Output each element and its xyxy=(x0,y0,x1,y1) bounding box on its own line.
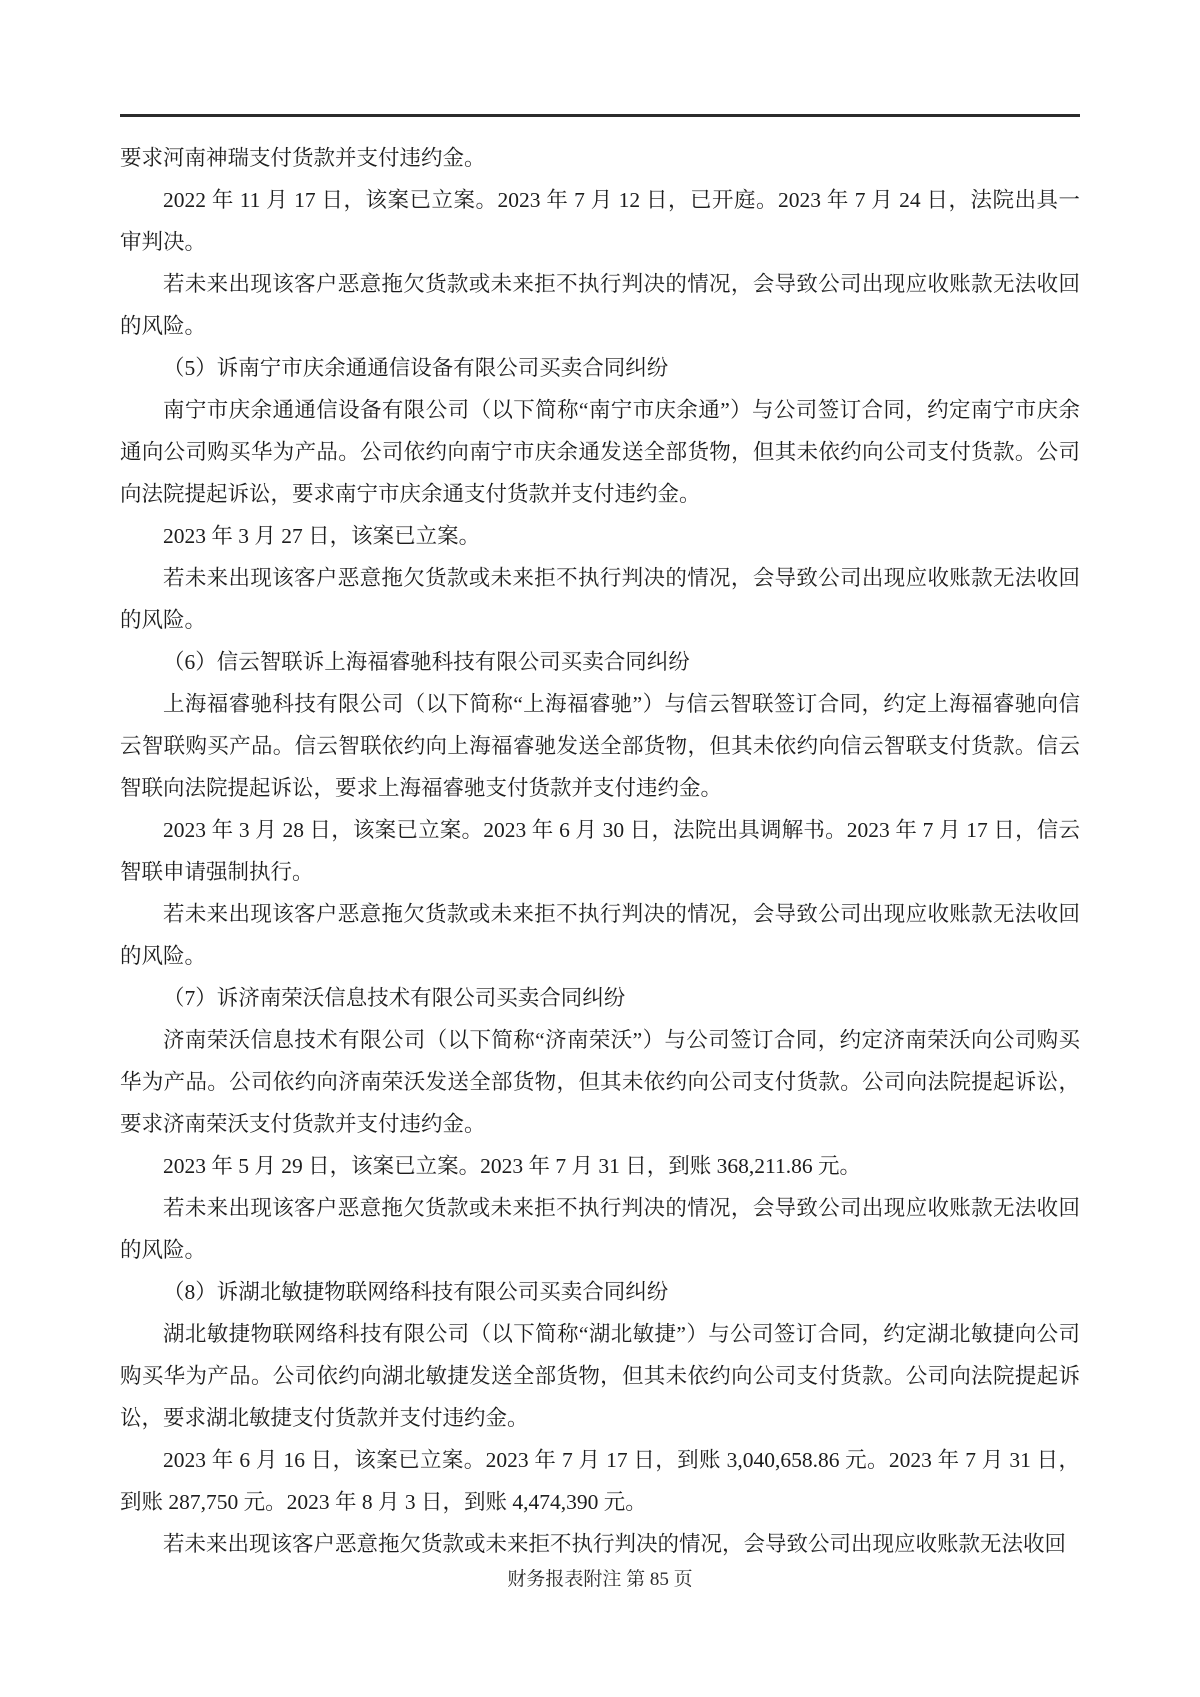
case-5-description: 南宁市庆余通通信设备有限公司（以下简称“南宁市庆余通”）与公司签订合同，约定南宁市庆余通向公司购买华为产品。公司依约向南宁市庆余通发送全部货物，但其未依约向公司支付货款。公司向法院提起诉讼，要求南宁市庆余通支付货款并支付违约金。 xyxy=(120,398,1080,506)
case-8-risk-note-partial: 若未来出现该客户恶意拖欠货款或未来拒不执行判决的情况，会导致公司出现应收账款无法收回 xyxy=(163,1532,1067,1556)
case-7-description: 济南荣沃信息技术有限公司（以下简称“济南荣沃”）与公司签订合同，约定济南荣沃向公司购买华为产品。公司依约向济南荣沃发送全部货物，但其未依约向公司支付货款。公司向法院提起诉讼，要求济南荣沃支付货款并支付违约金。 xyxy=(120,1028,1080,1136)
case-5-heading: （5）诉南宁市庆余通通信设备有限公司买卖合同纠纷 xyxy=(163,356,669,380)
case-7-heading: （7）诉济南荣沃信息技术有限公司买卖合同纠纷 xyxy=(163,986,626,1010)
case-6-risk-note: 若未来出现该客户恶意拖欠货款或未来拒不执行判决的情况，会导致公司出现应收账款无法收回的风险。 xyxy=(120,902,1080,968)
case-5-risk-note: 若未来出现该客户恶意拖欠货款或未来拒不执行判决的情况，会导致公司出现应收账款无法收回的风险。 xyxy=(120,566,1080,632)
case-8-timeline: 2023 年 6 月 16 日，该案已立案。2023 年 7 月 17 日，到账 3,040,658.86 元。2023 年 7 月 31 日，到账 287,750 元。2023 年 8 月 3 日，到账 4,474,390 元。 xyxy=(120,1448,1080,1514)
case-6-description: 上海福睿驰科技有限公司（以下简称“上海福睿驰”）与信云智联签订合同，约定上海福睿驰向信云智联购买产品。信云智联依约向上海福睿驰发送全部货物，但其未依约向信云智联支付货款。信云智联向法院提起诉讼，要求上海福睿驰支付货款并支付违约金。 xyxy=(120,692,1080,800)
case-5-timeline: 2023 年 3 月 27 日，该案已立案。 xyxy=(163,524,481,548)
page-footer: 财务报表附注 第 85 页 xyxy=(507,1569,693,1590)
case-6-heading: （6）信云智联诉上海福睿驰科技有限公司买卖合同纠纷 xyxy=(163,650,690,674)
case-7-timeline: 2023 年 5 月 29 日，该案已立案。2023 年 7 月 31 日，到账 368,211.86 元。 xyxy=(163,1154,861,1178)
document-body xyxy=(120,137,1080,1565)
case-7-risk-note: 若未来出现该客户恶意拖欠货款或未来拒不执行判决的情况，会导致公司出现应收账款无法收回的风险。 xyxy=(120,1196,1080,1262)
case-4-timeline: 2022 年 11 月 17 日，该案已立案。2023 年 7 月 12 日，已开庭。2023 年 7 月 24 日，法院出具一审判决。 xyxy=(120,188,1080,254)
paragraph-continuation: 要求河南神瑞支付货款并支付违约金。 xyxy=(120,146,486,170)
header-rule xyxy=(120,114,1080,117)
case-8-heading: （8）诉湖北敏捷物联网络科技有限公司买卖合同纠纷 xyxy=(163,1280,669,1304)
case-8-description: 湖北敏捷物联网络科技有限公司（以下简称“湖北敏捷”）与公司签订合同，约定湖北敏捷向公司购买华为产品。公司依约向湖北敏捷发送全部货物，但其未依约向公司支付货款。公司向法院提起诉讼，要求湖北敏捷支付货款并支付违约金。 xyxy=(120,1322,1080,1430)
case-4-risk-note: 若未来出现该客户恶意拖欠货款或未来拒不执行判决的情况，会导致公司出现应收账款无法收回的风险。 xyxy=(120,272,1080,338)
case-6-timeline: 2023 年 3 月 28 日，该案已立案。2023 年 6 月 30 日，法院出具调解书。2023 年 7 月 17 日，信云智联申请强制执行。 xyxy=(120,818,1080,884)
